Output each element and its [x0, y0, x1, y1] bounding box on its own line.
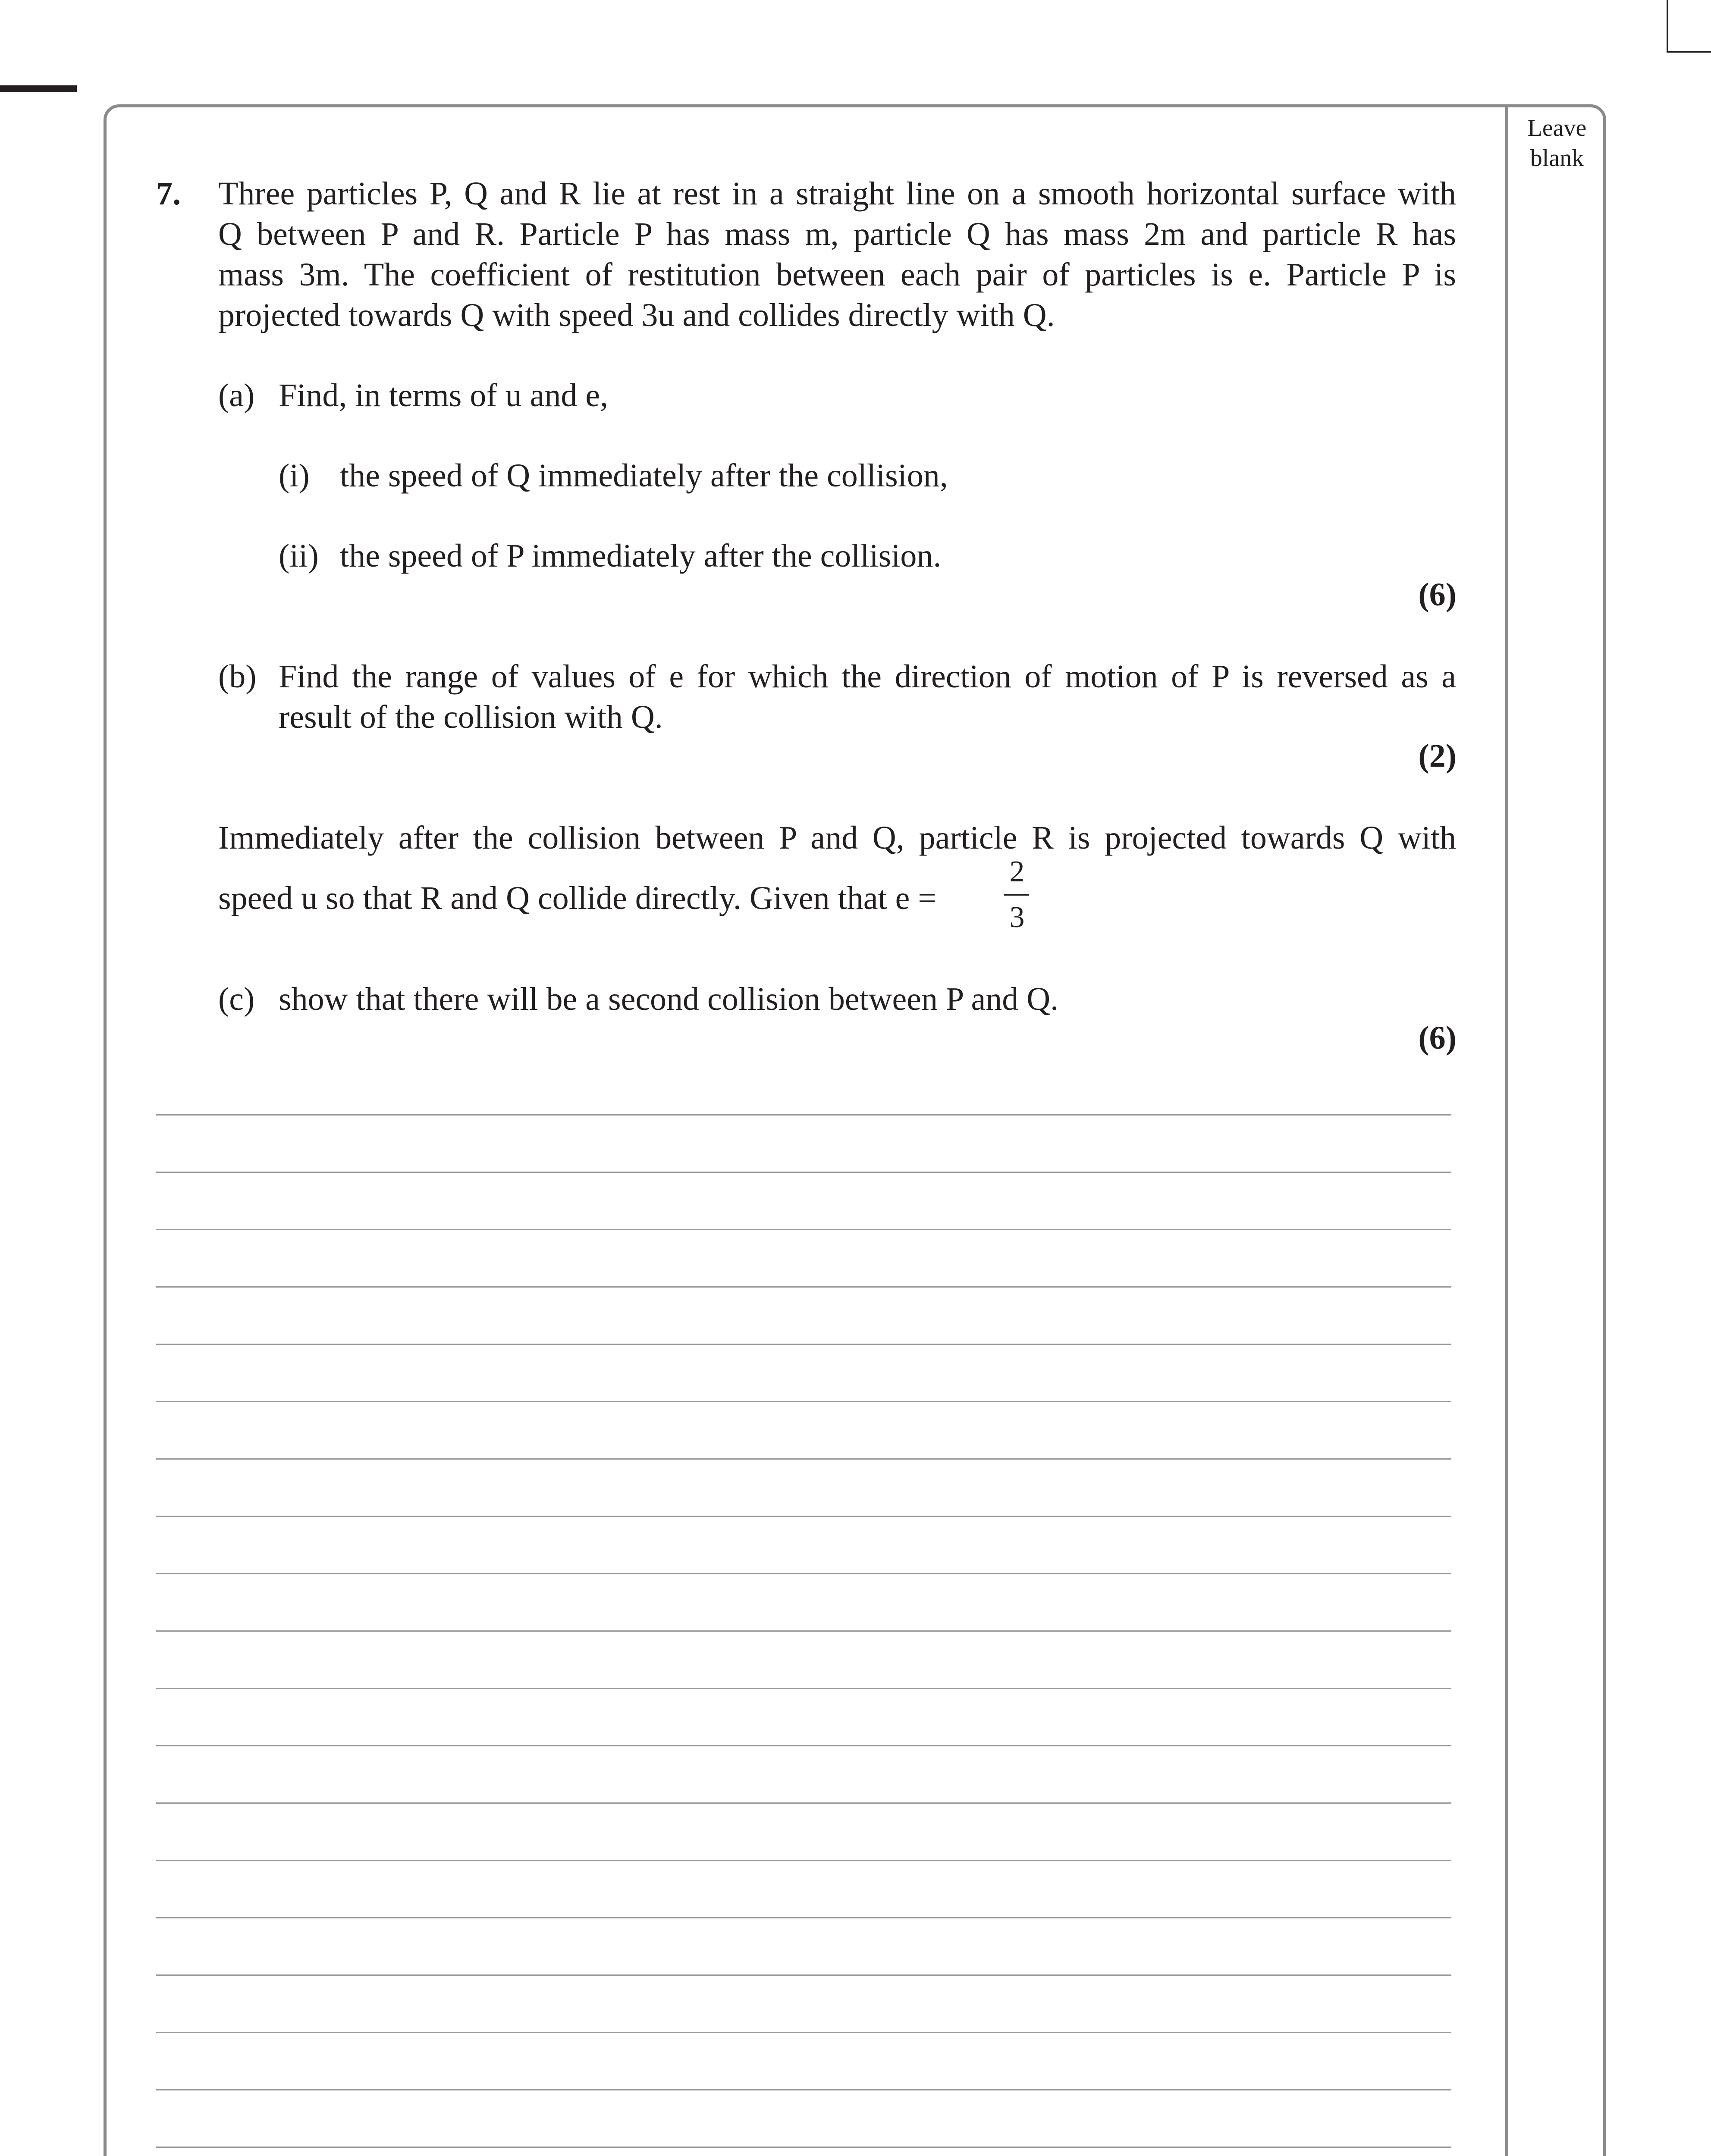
leave-blank-label: Leave blank: [1527, 115, 1587, 172]
answer-line[interactable]: [156, 1630, 1451, 1632]
answer-line[interactable]: [156, 2147, 1451, 2148]
answer-line[interactable]: [156, 1458, 1451, 1460]
answer-line[interactable]: [156, 1974, 1451, 1976]
margin-divider: [1505, 104, 1508, 2156]
answer-line[interactable]: [156, 1917, 1451, 1918]
part-b-line2: result of the collision with Q.: [279, 699, 663, 735]
answer-line[interactable]: [156, 2032, 1451, 2033]
intro-line: Three particles P, Q and R lie at rest in a straight line on a smooth horizontal surface with: [218, 175, 1456, 212]
answer-line[interactable]: [156, 2089, 1451, 2090]
part-a-text: Find, in terms of u and e,: [279, 377, 609, 414]
answer-line[interactable]: [156, 1688, 1451, 1689]
part-b-marks: (2): [1418, 738, 1457, 774]
answer-line[interactable]: [156, 1745, 1451, 1746]
crop-mark-top-right-vertical: [1667, 0, 1668, 52]
answer-line[interactable]: [156, 1172, 1451, 1173]
part-a-i-text: the speed of Q immediately after the collision,: [340, 458, 948, 494]
context-line1: Immediately after the collision between P and Q, particle R is projected towards Q with: [218, 820, 1456, 856]
answer-line[interactable]: [156, 1344, 1451, 1345]
part-c-marks: (6): [1418, 1020, 1457, 1056]
part-c-label: (c): [218, 981, 255, 1017]
answer-line[interactable]: [156, 1286, 1451, 1288]
intro-line: projected towards Q with speed 3u and collides directly with Q.: [218, 297, 1055, 333]
intro-line: Q between P and R. Particle P has mass m, particle Q has mass 2m and particle R has: [218, 216, 1456, 252]
part-c-text: show that there will be a second collision between P and Q.: [279, 981, 1059, 1017]
answer-line[interactable]: [156, 1573, 1451, 1574]
part-b-line1: Find the range of values of e for which the direction of motion of P is reversed as a: [279, 658, 1456, 695]
crop-mark-top-left: [0, 85, 77, 92]
crop-mark-top-right-horizontal: [1667, 51, 1711, 53]
part-a-ii-text: the speed of P immediately after the collision.: [340, 538, 942, 574]
part-a-marks: (6): [1418, 577, 1457, 613]
question-number: 7.: [156, 175, 181, 212]
answer-line[interactable]: [156, 1229, 1451, 1230]
answer-line[interactable]: [156, 1802, 1451, 1804]
context-line2: speed u so that R and Q collide directly. Given that e =: [218, 880, 937, 916]
fraction-bar: [1004, 894, 1029, 896]
part-a-label: (a): [218, 377, 255, 414]
answer-line[interactable]: [156, 1114, 1451, 1116]
part-a-ii-label: (ii): [279, 538, 319, 574]
part-b-label: (b): [218, 658, 257, 695]
intro-line: mass 3m. The coefficient of restitution between each pair of particles is e. Particle P is: [218, 257, 1456, 293]
answer-line[interactable]: [156, 1516, 1451, 1517]
answer-line[interactable]: [156, 1860, 1451, 1861]
fraction-denominator: 3: [1009, 901, 1025, 934]
part-a-i-label: (i): [279, 458, 310, 494]
answer-line[interactable]: [156, 1401, 1451, 1402]
fraction-numerator: 2: [1009, 855, 1025, 888]
